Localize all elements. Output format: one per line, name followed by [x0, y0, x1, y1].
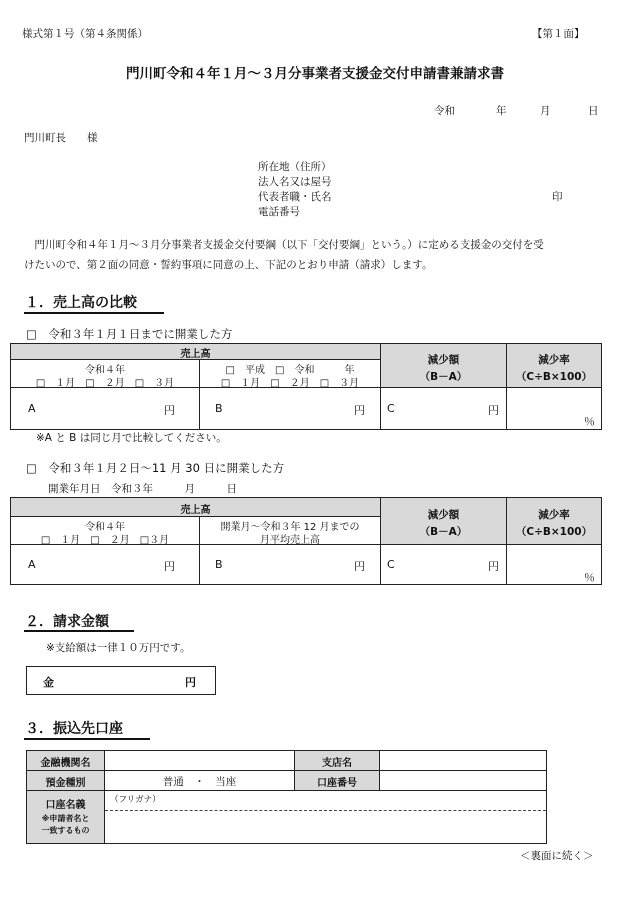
caseA-sales-header: 売上高: [180, 349, 211, 360]
bank-name-field[interactable]: [104, 750, 295, 771]
section3-heading: ３．振込先口座: [25, 721, 123, 737]
caseB-decrease-amount: 減少額: [427, 509, 460, 521]
date-era: 令和: [434, 105, 455, 117]
caseA-rate-formula: （C÷B×100）: [515, 371, 593, 383]
deposit-type-options: 普通 ・ 当座: [162, 776, 237, 788]
account-number-label: 口座番号: [317, 778, 357, 789]
caseB-cell-a-yen: 円: [164, 560, 175, 573]
caseB-right-line1: 開業月～令和３年 12 月までの: [220, 522, 360, 533]
date-month: 月: [540, 105, 551, 117]
caseA-cell-a-label: A: [28, 402, 36, 415]
caseA-decrease-amount: 減少額: [427, 354, 460, 366]
branch-name-label: 支店名: [322, 758, 352, 769]
caseB-decrease-formula: （B－A）: [419, 526, 468, 538]
caseB-cell-c-label: C: [387, 558, 395, 571]
caseA-note: ※A と B は同じ月で比較してください。: [36, 432, 227, 444]
section2-note: ※支給額は一律１０万円です。: [46, 642, 191, 654]
caseA-right-line2: □ １月 □ ２月 □ ３月: [220, 378, 360, 389]
caseB-cell-b-label: B: [215, 558, 223, 571]
applicant-phone-label: 電話番号: [258, 206, 300, 218]
form-number: 様式第１号（第４条関係）: [22, 28, 148, 40]
applicant-rep-label: 代表者職・氏名: [258, 191, 332, 203]
caseB-cell-c-yen: 円: [488, 560, 499, 573]
caseA-right-line1: □ 平成 □ 令和 年: [225, 365, 355, 376]
caseA-cell-b-yen: 円: [354, 404, 365, 417]
intro-line-2: けたいので、第２面の同意・誓約事項に同意の上、下記のとおり申請（請求）します。: [24, 259, 433, 271]
claim-amount-box[interactable]: [26, 666, 216, 695]
caseA-cell-c-yen: 円: [488, 404, 499, 417]
account-holder-label: 口座名義: [45, 800, 86, 811]
section2-heading: ２．請求金額: [25, 614, 109, 630]
bank-name-label: 金融機関名: [40, 758, 91, 769]
applicant-address-label: 所在地（住所）: [258, 161, 332, 173]
caseA-cell-c-label: C: [387, 402, 395, 415]
bank-account-table: [26, 750, 547, 844]
caseA-title: □ 令和３年１月１日までに開業した方: [26, 327, 233, 341]
caseB-rate-formula: （C÷B×100）: [515, 526, 593, 538]
caseA-left-line1: 令和４年: [85, 365, 125, 376]
account-number-field[interactable]: [379, 770, 547, 791]
page-label: 【第１面】: [532, 28, 585, 40]
continued-note: ＜裏面に続く＞: [520, 850, 594, 862]
holder-note-line2: 一致するもの: [41, 826, 90, 835]
furigana-label: （フリガナ）: [110, 795, 161, 805]
date-day: 日: [588, 105, 599, 117]
document-title: 門川町令和４年１月～３月分事業者支援金交付申請書兼請求書: [126, 66, 504, 82]
holder-note-line1: ※申請者名と: [41, 814, 90, 823]
claim-amount-label: 金: [43, 676, 54, 689]
caseA-cell-a-yen: 円: [164, 404, 175, 417]
intro-line-1: 門川町令和４年１月～３月分事業者支援金交付要綱（以下「交付要綱」という。）に定める支援金の交付を受: [24, 239, 544, 251]
caseB-cell-a-label: A: [28, 558, 36, 571]
caseA-left-line2: □ １月 □ ２月 □ ３月: [35, 378, 175, 389]
caseB-left-line2: □ １月 □ ２月 □３月: [40, 535, 170, 546]
branch-name-field[interactable]: [379, 750, 547, 771]
caseB-table: [10, 497, 602, 585]
section1-underline: [24, 312, 164, 314]
caseA-table: [10, 343, 602, 430]
caseA-decrease-formula: （B－A）: [419, 371, 468, 383]
caseA-percent: ％: [584, 415, 595, 428]
addressee: 門川町長 様: [24, 132, 98, 144]
caseB-title: □ 令和３年１月２日～11 月 30 日に開業した方: [26, 461, 285, 475]
section3-underline: [24, 738, 150, 740]
caseA-decrease-rate: 減少率: [538, 354, 570, 366]
caseB-left-line1: 令和４年: [85, 522, 125, 533]
furigana-divider: [105, 810, 546, 811]
caseB-cell-b-yen: 円: [354, 560, 365, 573]
caseB-open-date: 開業年月日 令和３年 月 日: [48, 483, 237, 495]
account-holder-field[interactable]: [104, 790, 547, 844]
caseB-sales-header: 売上高: [180, 505, 211, 516]
caseB-percent: ％: [584, 571, 595, 584]
section1-heading: １．売上高の比較: [25, 295, 137, 311]
caseB-decrease-rate: 減少率: [538, 509, 570, 521]
caseA-cell-b-label: B: [215, 402, 223, 415]
claim-amount-yen: 円: [185, 676, 196, 689]
section2-underline: [24, 630, 134, 632]
caseB-right-line2: 月平均売上高: [260, 535, 320, 546]
deposit-type-label: 預金種別: [45, 778, 86, 789]
seal-mark: 印: [552, 191, 563, 203]
applicant-name-label: 法人名又は屋号: [258, 176, 332, 188]
date-year: 年: [496, 105, 507, 117]
